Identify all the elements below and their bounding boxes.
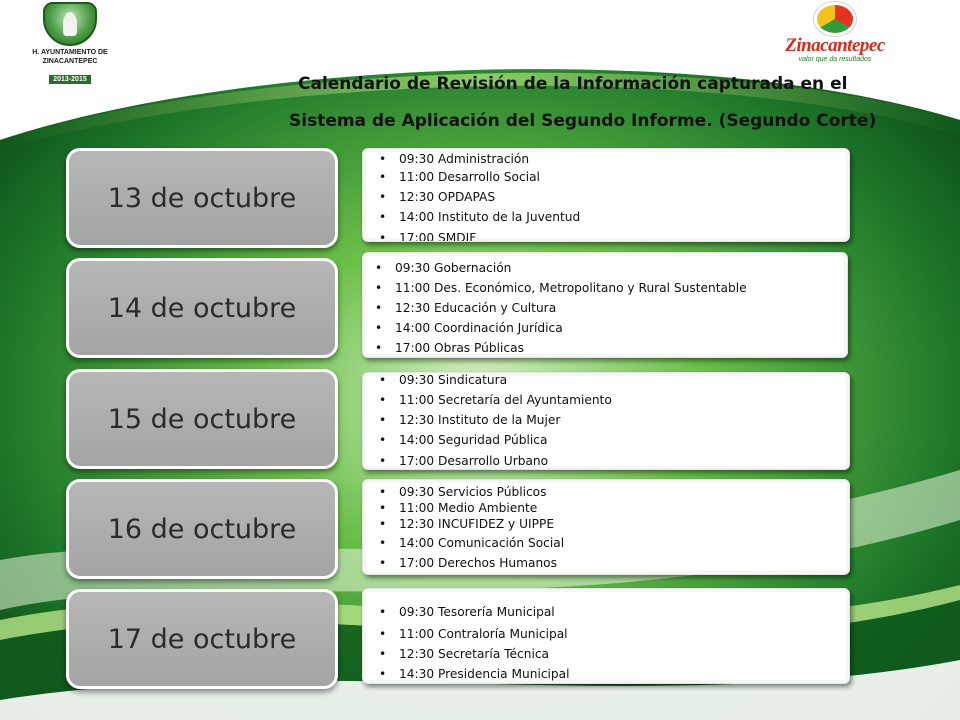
schedule-panel-oct-15 [362, 372, 850, 470]
logo-line-2: ZINACANTEPEC [42, 58, 98, 65]
schedule-item: • 09:30 Gobernación [395, 261, 511, 275]
schedule-item: • 17:00 Derechos Humanos [399, 556, 557, 570]
schedule-item: • 17:00 SMDIF [399, 231, 476, 242]
page-title-line-1: Calendario de Revisión de la Información capturada en el [298, 74, 848, 94]
day-box-oct-16 [66, 479, 338, 579]
schedule-item: • 14:00 Comunicación Social [399, 536, 564, 550]
schedule-item: • 12:30 Instituto de la Mujer [399, 413, 560, 427]
schedule-item: • 11:00 Secretaría del Ayuntamiento [399, 393, 612, 407]
day-box-oct-14 [66, 258, 338, 358]
schedule-item: • 14:00 Coordinación Jurídica [395, 321, 563, 335]
brand-tagline: valor que da resultados [798, 56, 872, 63]
day-label: 15 de octubre [107, 403, 297, 435]
schedule-panel-oct-13 [362, 148, 850, 242]
brand-name: Zinacantepec [785, 35, 885, 56]
schedule-item: • 09:30 Administración [399, 152, 529, 166]
day-box-oct-17 [66, 589, 338, 689]
logo-years: 2013-2015 [49, 75, 90, 84]
page-title-line-2: Sistema de Aplicación del Segundo Informe. (Segundo Corte) [289, 111, 877, 131]
schedule-panel-oct-16 [362, 479, 850, 575]
day-label: 17 de octubre [107, 623, 297, 655]
schedule-item: • 11:00 Des. Económico, Metropolitano y Rural Sustentable [395, 281, 747, 295]
schedule-panel-oct-14 [362, 252, 848, 358]
schedule-item: • 17:00 Obras Públicas [395, 341, 524, 355]
schedule-item: • 11:00 Contraloría Municipal [399, 627, 568, 641]
schedule-item: • 09:30 Sindicatura [399, 373, 507, 387]
schedule-item: • 14:00 Seguridad Pública [399, 433, 547, 447]
schedule-item: • 17:00 Desarrollo Urbano [399, 454, 548, 468]
brand-swirl-icon [814, 2, 856, 36]
day-box-oct-15 [66, 369, 338, 469]
coat-of-arms-icon [43, 2, 97, 46]
logo-line-1: H. AYUNTAMIENTO DE [32, 49, 108, 56]
day-box-oct-13 [66, 148, 338, 248]
day-label: 13 de octubre [107, 182, 297, 214]
schedule-item: • 12:30 INCUFIDEZ y UIPPE [399, 517, 554, 531]
schedule-panel-oct-17 [362, 588, 850, 684]
municipality-logo [22, 2, 118, 83]
schedule-item: • 12:30 Secretaría Técnica [399, 647, 549, 661]
day-label: 14 de octubre [107, 292, 297, 324]
schedule-item: • 14:00 Instituto de la Juventud [399, 210, 580, 224]
schedule-item: • 09:30 Tesorería Municipal [399, 605, 555, 619]
schedule-item: • 09:30 Servicios Públicos [399, 485, 546, 499]
schedule-item: • 11:00 Medio Ambiente [399, 501, 537, 515]
schedule-item: • 11:00 Desarrollo Social [399, 170, 540, 184]
zinacantepec-brand-logo [770, 2, 900, 68]
schedule-item: • 12:30 Educación y Cultura [395, 301, 556, 315]
schedule-item: • 14:30 Presidencia Municipal [399, 667, 570, 681]
schedule-item: • 12:30 OPDAPAS [399, 190, 495, 204]
day-label: 16 de octubre [107, 513, 297, 545]
